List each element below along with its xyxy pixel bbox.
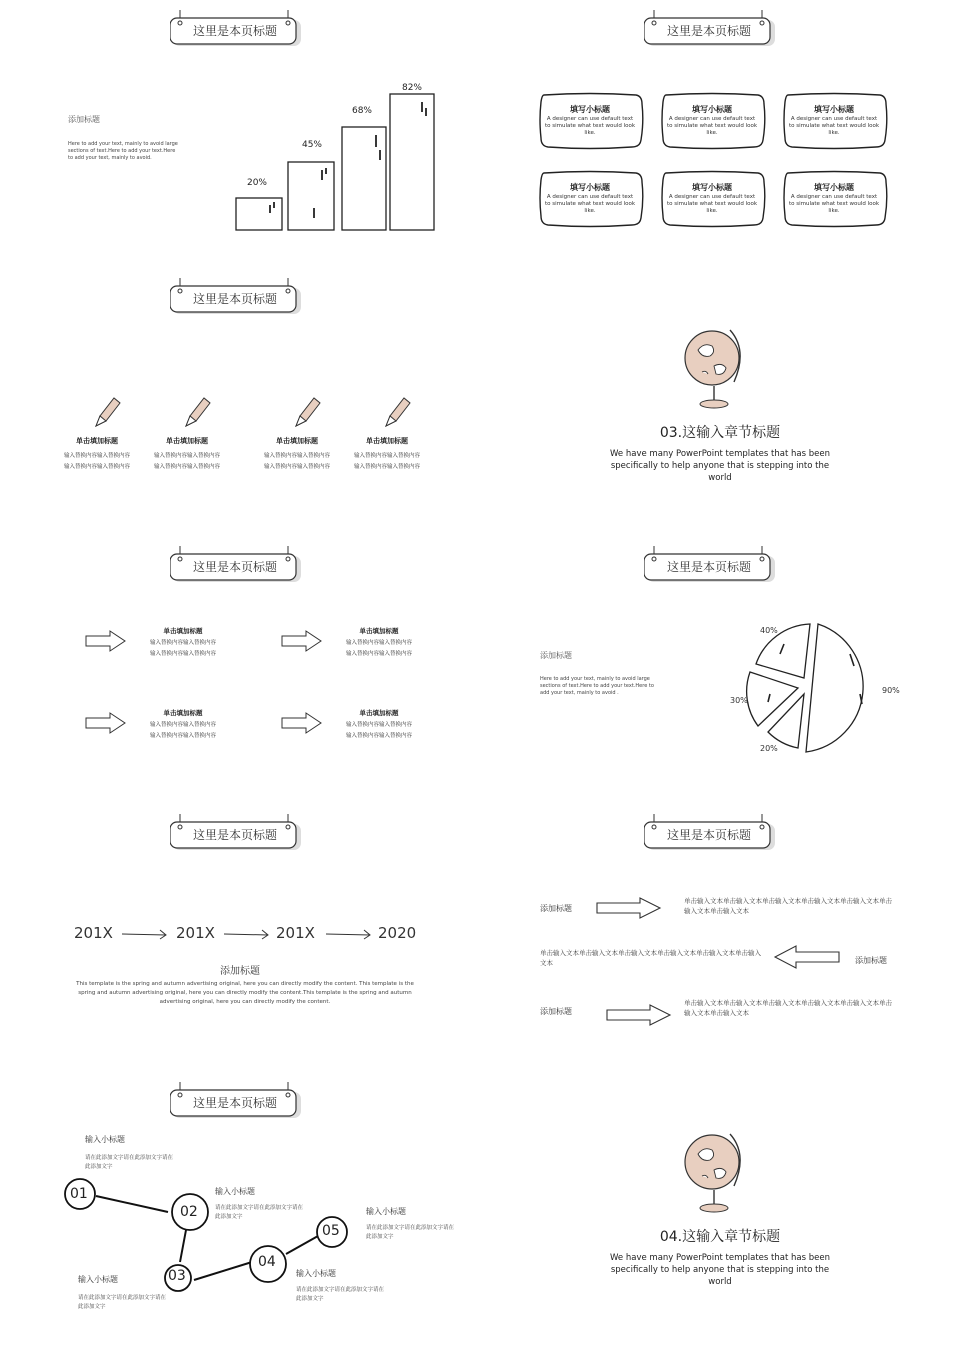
page-title: 这里是本页标题 <box>192 1096 277 1110</box>
pencil-icon <box>382 394 412 430</box>
bar-chart <box>230 80 440 235</box>
card-title: 填写小标题 <box>814 183 854 192</box>
right-arrow-icon <box>84 630 128 652</box>
card-title: 填写小标题 <box>570 183 610 192</box>
slide-5 <box>0 538 480 806</box>
bar-2 <box>288 162 334 230</box>
card-description: A designer can use default text to simulate what text would look like. <box>544 194 636 214</box>
page-title: 这里是本页标题 <box>666 560 751 574</box>
pencil-icon <box>292 394 322 430</box>
card-description: A designer can use default text to simulate what text would look like. <box>788 116 880 136</box>
card-title: 填写小标题 <box>814 105 854 114</box>
text-card <box>782 170 886 226</box>
label-4-text: 请在此添加文字请在此添加文字请在此添加文字 <box>78 1295 167 1310</box>
page-title: 这里是本页标题 <box>666 828 751 842</box>
node-02-label: 02 <box>180 1204 198 1220</box>
page-title: 这里是本页标题 <box>666 24 751 38</box>
page-title-plaque <box>644 10 774 46</box>
label-2-text: 请在此添加文字请在此添加文字请在此添加文字 <box>215 1205 304 1220</box>
card-description: A designer can use default text to simulate what text would look like. <box>666 194 758 214</box>
item-title: 单击填加标题 <box>163 709 203 717</box>
slide-4 <box>480 270 960 538</box>
timeline-arrows <box>120 924 380 944</box>
slide-6 <box>480 538 960 806</box>
slide-3 <box>0 270 480 538</box>
label-3-text: 请在此添加文字请在此添加文字请在此添加文字 <box>366 1225 455 1240</box>
item-line-2: 输入替换内容输入替换内容 <box>149 651 216 657</box>
item-line-1: 输入替换内容输入替换内容 <box>263 453 330 459</box>
slide-7 <box>0 806 480 1074</box>
text-card <box>538 170 642 226</box>
item-line-1: 输入替换内容输入替换内容 <box>149 722 216 728</box>
card-title: 填写小标题 <box>692 183 732 192</box>
label-2-title: 输入小标题 <box>215 1187 255 1196</box>
description: Here to add your text, mainly to avoid large sections of text.Here to add your text.Here to add your text, mainly to avoid . <box>540 676 654 696</box>
globe-icon <box>680 322 750 414</box>
page-title-plaque <box>170 814 300 850</box>
pie-label-30: 30% <box>730 696 748 705</box>
year-1: 201X <box>74 924 113 942</box>
bar-4 <box>390 94 434 230</box>
pencil-item <box>60 394 134 470</box>
year-3: 201X <box>276 924 315 942</box>
label-3-title: 输入小标题 <box>366 1207 406 1216</box>
year-4: 2020 <box>378 924 417 942</box>
row-2-label: 添加标题 <box>855 956 887 965</box>
bar-3 <box>342 127 386 230</box>
pencil-icon <box>182 394 212 430</box>
page-title-plaque <box>170 10 300 46</box>
section-description: We have many PowerPoint templates that has been specifically to help anyone that is stepping into the world <box>610 449 830 483</box>
item-line-2: 输入替换内容输入替换内容 <box>345 651 412 657</box>
year-2: 201X <box>176 924 215 942</box>
item-title: 单击填加标题 <box>359 627 399 635</box>
subtitle: 添加标题 <box>220 966 260 977</box>
slide-8 <box>480 806 960 1074</box>
item-title: 单击填加标题 <box>76 437 118 445</box>
row-1-label: 添加标题 <box>540 904 572 913</box>
item-title: 单击填加标题 <box>163 627 203 635</box>
page-title: 这里是本页标题 <box>192 828 277 842</box>
description: This template is the spring and autumn advertising original, here you can directly modify the content. This template is the spring and autumn advertising original, here you can directly modify the content.This template is the spring and autumn advertising original, here you can directly modify the content. <box>76 981 414 1005</box>
card-title: 填写小标题 <box>692 105 732 114</box>
pencil-item <box>260 394 334 470</box>
right-arrow-icon <box>280 630 324 652</box>
slide-1 <box>0 0 480 268</box>
page-title: 这里是本页标题 <box>192 24 277 38</box>
item-line-1: 输入替换内容输入替换内容 <box>153 453 220 459</box>
row-3-text: 单击输入文本单击输入文本单击输入文本单击输入文本单击输入文本单击输入文本单击输入文本 <box>684 999 892 1017</box>
label-1-text: 请在此添加文字请在此添加文字请在此添加文字 <box>85 1155 174 1170</box>
node-01-label: 01 <box>70 1186 88 1202</box>
item-title: 单击填加标题 <box>166 437 208 445</box>
slide-2 <box>480 0 960 268</box>
bar-1 <box>236 198 282 230</box>
label-5-title: 输入小标题 <box>296 1269 336 1278</box>
item-line-1: 输入替换内容输入替换内容 <box>149 640 216 646</box>
right-arrow-icon <box>594 896 664 920</box>
item-line-2: 输入替换内容输入替换内容 <box>149 733 216 739</box>
item-line-1: 输入替换内容输入替换内容 <box>345 722 412 728</box>
page-title-plaque <box>644 814 774 850</box>
subtitle: 添加标题 <box>68 115 100 124</box>
page-title: 这里是本页标题 <box>192 560 277 574</box>
left-arrow-icon <box>772 944 842 970</box>
pie-label-90: 90% <box>882 686 900 695</box>
item-line-1: 输入替换内容输入替换内容 <box>353 453 420 459</box>
label-4-title: 输入小标题 <box>78 1275 118 1284</box>
item-line-2: 输入替换内容输入替换内容 <box>153 464 220 470</box>
row-1-text: 单击输入文本单击输入文本单击输入文本单击输入文本单击输入文本单击输入文本单击输入文本 <box>684 897 892 915</box>
bar-4-label: 82% <box>401 83 423 93</box>
item-line-2: 输入替换内容输入替换内容 <box>353 464 420 470</box>
label-1-title: 输入小标题 <box>85 1135 125 1144</box>
item-line-1: 输入替换内容输入替换内容 <box>63 453 130 459</box>
item-title: 单击填加标题 <box>276 437 318 445</box>
pencil-item <box>150 394 224 470</box>
page-title-plaque <box>170 1082 300 1118</box>
page-title-plaque <box>170 546 300 582</box>
section-description: We have many PowerPoint templates that has been specifically to help anyone that is stepping into the world <box>610 1253 830 1287</box>
item-line-2: 输入替换内容输入替换内容 <box>345 733 412 739</box>
text-card <box>782 92 886 148</box>
bar-1-label: 20% <box>246 178 268 188</box>
bar-3-label: 68% <box>351 106 373 116</box>
row-3-label: 添加标题 <box>540 1007 572 1016</box>
item-title: 单击填加标题 <box>359 709 399 717</box>
page-title-plaque <box>644 546 774 582</box>
row-2-text: 单击输入文本单击输入文本单击输入文本单击输入文本单击输入文本单击输入文本 <box>540 949 761 967</box>
right-arrow-icon <box>604 1003 674 1027</box>
right-arrow-icon <box>280 712 324 734</box>
globe-icon <box>680 1126 750 1218</box>
section-title: 03.这输入章节标题 <box>659 425 781 441</box>
text-card <box>660 170 764 226</box>
item-line-2: 输入替换内容输入替换内容 <box>63 464 130 470</box>
pencil-item <box>350 394 424 470</box>
card-title: 填写小标题 <box>570 105 610 114</box>
pie-slice-90 <box>806 624 863 752</box>
description: Here to add your text, mainly to avoid large sections of text.Here to add your text.Here to add your text, mainly to avoid. <box>68 141 178 161</box>
page-title-plaque <box>170 278 300 314</box>
node-05-label: 05 <box>322 1223 340 1239</box>
item-line-2: 输入替换内容输入替换内容 <box>263 464 330 470</box>
pie-label-20: 20% <box>760 744 778 753</box>
bar-2-label: 45% <box>301 140 323 150</box>
text-card <box>538 92 642 148</box>
subtitle: 添加标题 <box>540 651 572 660</box>
node-04-label: 04 <box>258 1254 276 1270</box>
section-title: 04.这输入章节标题 <box>659 1229 781 1245</box>
slide-9 <box>0 1074 480 1342</box>
card-description: A designer can use default text to simulate what text would look like. <box>544 116 636 136</box>
pencil-icon <box>92 394 122 430</box>
page-title: 这里是本页标题 <box>192 292 277 306</box>
pie-label-40: 40% <box>760 626 778 635</box>
slide-10 <box>480 1074 960 1342</box>
card-description: A designer can use default text to simulate what text would look like. <box>666 116 758 136</box>
item-title: 单击填加标题 <box>366 437 408 445</box>
node-03-label: 03 <box>168 1268 186 1284</box>
item-line-1: 输入替换内容输入替换内容 <box>345 640 412 646</box>
label-5-text: 请在此添加文字请在此添加文字请在此添加文字 <box>296 1287 385 1302</box>
right-arrow-icon <box>84 712 128 734</box>
text-card <box>660 92 764 148</box>
card-description: A designer can use default text to simulate what text would look like. <box>788 194 880 214</box>
